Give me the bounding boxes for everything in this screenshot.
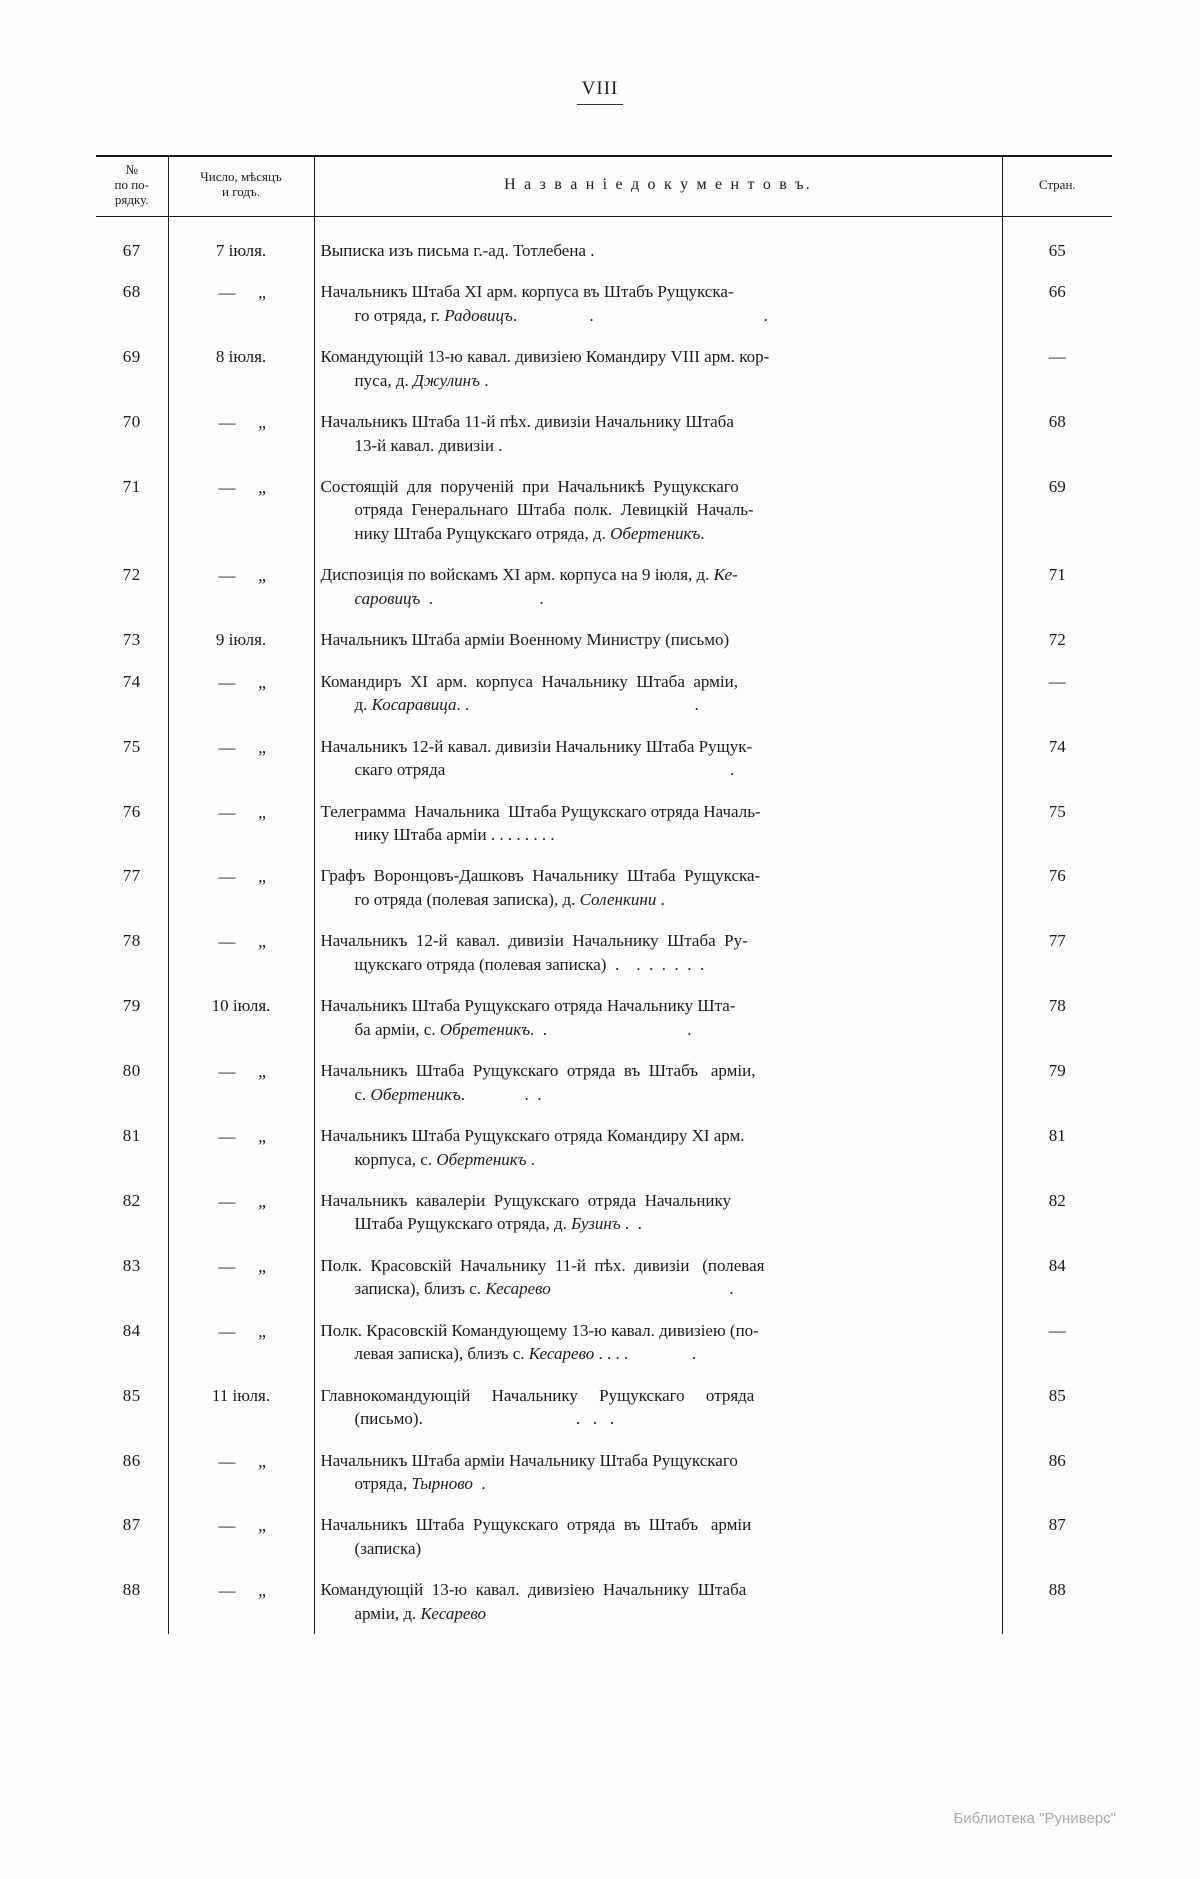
row-page-number: 71 [1048,565,1066,585]
row-title: Начальникъ Штаба XI арм. корпуса въ Штабъ Рущукска- го отряда, г. Радовицъ. . . [314,271,1002,336]
index-table [96,155,1112,1634]
row-page-number: 85 [1048,1385,1066,1405]
date-dash: — [218,566,236,586]
column-header-date-line2: и годъ. [222,184,260,200]
table-row [96,1569,1112,1634]
row-date [168,661,314,726]
date-ditto-mark: „ [257,565,268,586]
date-dash: — [218,1256,236,1276]
date-ditto-mark: „ [257,1190,268,1211]
table-row [96,1440,1112,1505]
table-row [96,920,1112,985]
row-title: Полк. Красовскій Начальнику 11-й пѣх. дивизіи (полевая записка), близъ с. Кесарево . [314,1245,1002,1310]
row-page-number: 88 [1048,1580,1066,1600]
table-row [96,791,1112,856]
row-title: Главнокомандующій Начальнику Рущукскаго отряда (письмо). . . . [314,1375,1002,1440]
row-title: Начальникъ Штаба 11-й пѣх. дивизіи Начальнику Штаба 13-й кавал. дивизіи . [314,401,1002,466]
date-ditto-mark: „ [257,736,268,757]
date-dash: — [218,932,236,952]
row-date [168,791,314,856]
row-number: 76 [122,801,141,821]
row-title: Выписка изъ письма г.-ад. Тотлебена . [314,216,1002,271]
column-header-title: Н а з в а н і е д о к у м е н т о в ъ. [314,156,1002,216]
row-number: 78 [122,931,141,951]
row-page-number: 65 [1048,240,1066,260]
row-title: Командиръ XI арм. корпуса Начальнику Штаба арміи, д. Косаравица. . . [314,661,1002,726]
table-row [96,554,1112,619]
column-header-number [96,156,168,216]
row-number: 84 [122,1320,141,1340]
table-row [96,401,1112,466]
row-date [168,554,314,619]
row-title: Командующій 13-ю кавал. дивизіею Начальнику Штаба арміи, д. Кесарево [314,1569,1002,1634]
row-number: 70 [122,412,141,432]
row-title: Начальникъ 12-й кавал. дивизіи Начальнику Штаба Ру- щукскаго отряда (полевая записка) . . . . . . . [314,920,1002,985]
row-date: 10 іюля. [168,985,314,1050]
date-dash: — [218,283,236,303]
row-page-number: 82 [1048,1190,1066,1210]
date-ditto-mark: „ [257,1450,268,1471]
row-number: 67 [122,240,141,260]
date-ditto-mark: „ [257,1580,268,1601]
column-header-date-line1: Число, мѣсяцъ [200,169,282,185]
table-row [96,985,1112,1050]
column-header-number-line2: по по- [114,176,149,192]
row-date [168,1569,314,1634]
row-page-number: 76 [1048,866,1066,886]
date-dash: — [218,1451,236,1471]
table-header-row [96,156,1112,216]
date-ditto-mark: „ [257,1515,268,1536]
table-row [96,271,1112,336]
table-row [96,1180,1112,1245]
row-number: 79 [122,996,141,1016]
table-row [96,1375,1112,1440]
page-folio [0,78,1200,105]
row-date [168,1310,314,1375]
table-row [96,855,1112,920]
row-title: Телеграмма Начальника Штаба Рущукскаго отряда Началь- нику Штаба арміи . . . . . . . . [314,791,1002,856]
date-dash: — [218,1062,236,1082]
row-number: 88 [122,1580,141,1600]
column-header-number-line1: № [125,162,138,177]
date-dash: — [218,1321,236,1341]
row-number: 85 [122,1385,141,1405]
row-number: 81 [122,1126,141,1146]
table-body [96,216,1112,1634]
row-page-number: 84 [1048,1255,1066,1275]
row-page-number: 74 [1048,736,1066,756]
row-date: 9 іюля. [168,619,314,660]
row-date [168,466,314,554]
row-number: 68 [122,282,141,302]
table-row [96,726,1112,791]
table-row [96,1050,1112,1115]
row-number: 80 [122,1061,141,1081]
date-dash: — [218,867,236,887]
table-head [96,156,1112,216]
date-dash: — [218,802,236,822]
row-page-number: — [1048,671,1066,691]
date-dash: — [218,413,236,433]
row-date [168,1050,314,1115]
date-ditto-mark: „ [257,671,268,692]
table-row [96,216,1112,271]
row-page-number: 78 [1048,996,1066,1016]
table-row [96,1115,1112,1180]
table-row [96,1245,1112,1310]
date-ditto-mark: „ [257,1061,268,1082]
row-date [168,401,314,466]
date-ditto-mark: „ [257,931,268,952]
row-page-number: 79 [1048,1061,1066,1081]
row-number: 87 [122,1515,141,1535]
table-row [96,466,1112,554]
date-ditto-mark: „ [257,476,268,497]
row-number: 77 [122,866,141,886]
row-date [168,271,314,336]
row-date [168,1115,314,1180]
row-number: 69 [122,347,141,367]
date-dash: — [218,1516,236,1536]
row-number: 74 [122,671,141,691]
date-dash: — [218,477,236,497]
row-date [168,920,314,985]
row-number: 71 [122,476,141,496]
row-date [168,1504,314,1569]
folio-rule [577,104,623,105]
table-row [96,619,1112,660]
date-ditto-mark: „ [257,1255,268,1276]
date-ditto-mark: „ [257,412,268,433]
row-number: 72 [122,565,141,585]
row-date [168,1245,314,1310]
row-date [168,1180,314,1245]
row-title: Состоящій для порученій при Начальникѣ Рущукскаго отряда Генеральнаго Штаба полк. Левицкій Началь- нику Штаба Рущукскаго отряда, д. Обертеникъ. [314,466,1002,554]
column-header-number-line3: рядку. [114,191,149,207]
table-row [96,336,1112,401]
date-dash: — [218,672,236,692]
row-title: Начальникъ Штаба арміи Начальнику Штаба Рущукскаго отряда, Тырново . [314,1440,1002,1505]
row-title: Начальникъ Штаба Рущукскаго отряда Командиру XI арм. корпуса, с. Обертеникъ . [314,1115,1002,1180]
row-title: Графъ Воронцовъ-Дашковъ Начальнику Штаба Рущукска- го отряда (полевая записка), д. Соленкини . [314,855,1002,920]
row-title: Начальникъ 12-й кавал. дивизіи Начальнику Штаба Рущук- скаго отряда . [314,726,1002,791]
row-page-number: — [1048,1320,1066,1340]
row-page-number: 75 [1048,801,1066,821]
row-date [168,855,314,920]
date-ditto-mark: „ [257,282,268,303]
column-header-page: Стран. [1002,156,1112,216]
row-title: Полк. Красовскій Командующему 13-ю кавал. дивизіею (по- левая записка), близъ с. Кесарево . . . . . [314,1310,1002,1375]
row-number: 75 [122,736,141,756]
row-date: 7 іюля. [168,216,314,271]
row-page-number: 68 [1048,412,1066,432]
row-number: 73 [122,630,141,650]
row-title: Начальникъ Штаба Рущукскаго отряда въ Штабъ арміи, с. Обертеникъ. . . [314,1050,1002,1115]
row-page-number: 87 [1048,1515,1066,1535]
table-row [96,661,1112,726]
row-number: 86 [122,1450,141,1470]
row-page-number: 69 [1048,476,1066,496]
row-page-number: 72 [1048,630,1066,650]
date-ditto-mark: „ [257,866,268,887]
row-number: 83 [122,1255,141,1275]
row-title: Начальникъ Штаба Рущукскаго отряда Начальнику Шта- ба арміи, с. Обретеникъ. . . [314,985,1002,1050]
row-date: 8 іюля. [168,336,314,401]
index-table-container [96,155,1112,1634]
row-date: 11 іюля. [168,1375,314,1440]
page-folio-text: VIII [581,78,619,99]
date-ditto-mark: „ [257,1320,268,1341]
column-header-date [168,156,314,216]
date-ditto-mark: „ [257,1126,268,1147]
table-row [96,1504,1112,1569]
row-page-number: 86 [1048,1450,1066,1470]
library-credit: Библиотека "Руниверс" [953,1810,1116,1827]
row-page-number: 81 [1048,1126,1066,1146]
row-number: 82 [122,1190,141,1210]
row-page-number: 66 [1048,282,1066,302]
row-title: Начальникъ кавалеріи Рущукскаго отряда Начальнику Штаба Рущукскаго отряда, д. Бузинъ . . [314,1180,1002,1245]
row-title: Начальникъ Штаба Рущукскаго отряда въ Штабъ арміи (записка) [314,1504,1002,1569]
table-row [96,1310,1112,1375]
date-ditto-mark: „ [257,801,268,822]
row-title: Диспозиція по войскамъ XI арм. корпуса на 9 іюля, д. Ке- саровицъ . . [314,554,1002,619]
row-title: Начальникъ Штаба арміи Военному Министру (письмо) [314,619,1002,660]
date-dash: — [218,1191,236,1211]
row-date [168,1440,314,1505]
row-page-number: 77 [1048,931,1066,951]
date-dash: — [218,1581,236,1601]
date-dash: — [218,1127,236,1147]
row-date [168,726,314,791]
row-page-number: — [1048,347,1066,367]
row-title: Командующій 13-ю кавал. дивизіею Командиру VIII арм. кор- пуса, д. Джулинъ . [314,336,1002,401]
date-dash: — [218,737,236,757]
